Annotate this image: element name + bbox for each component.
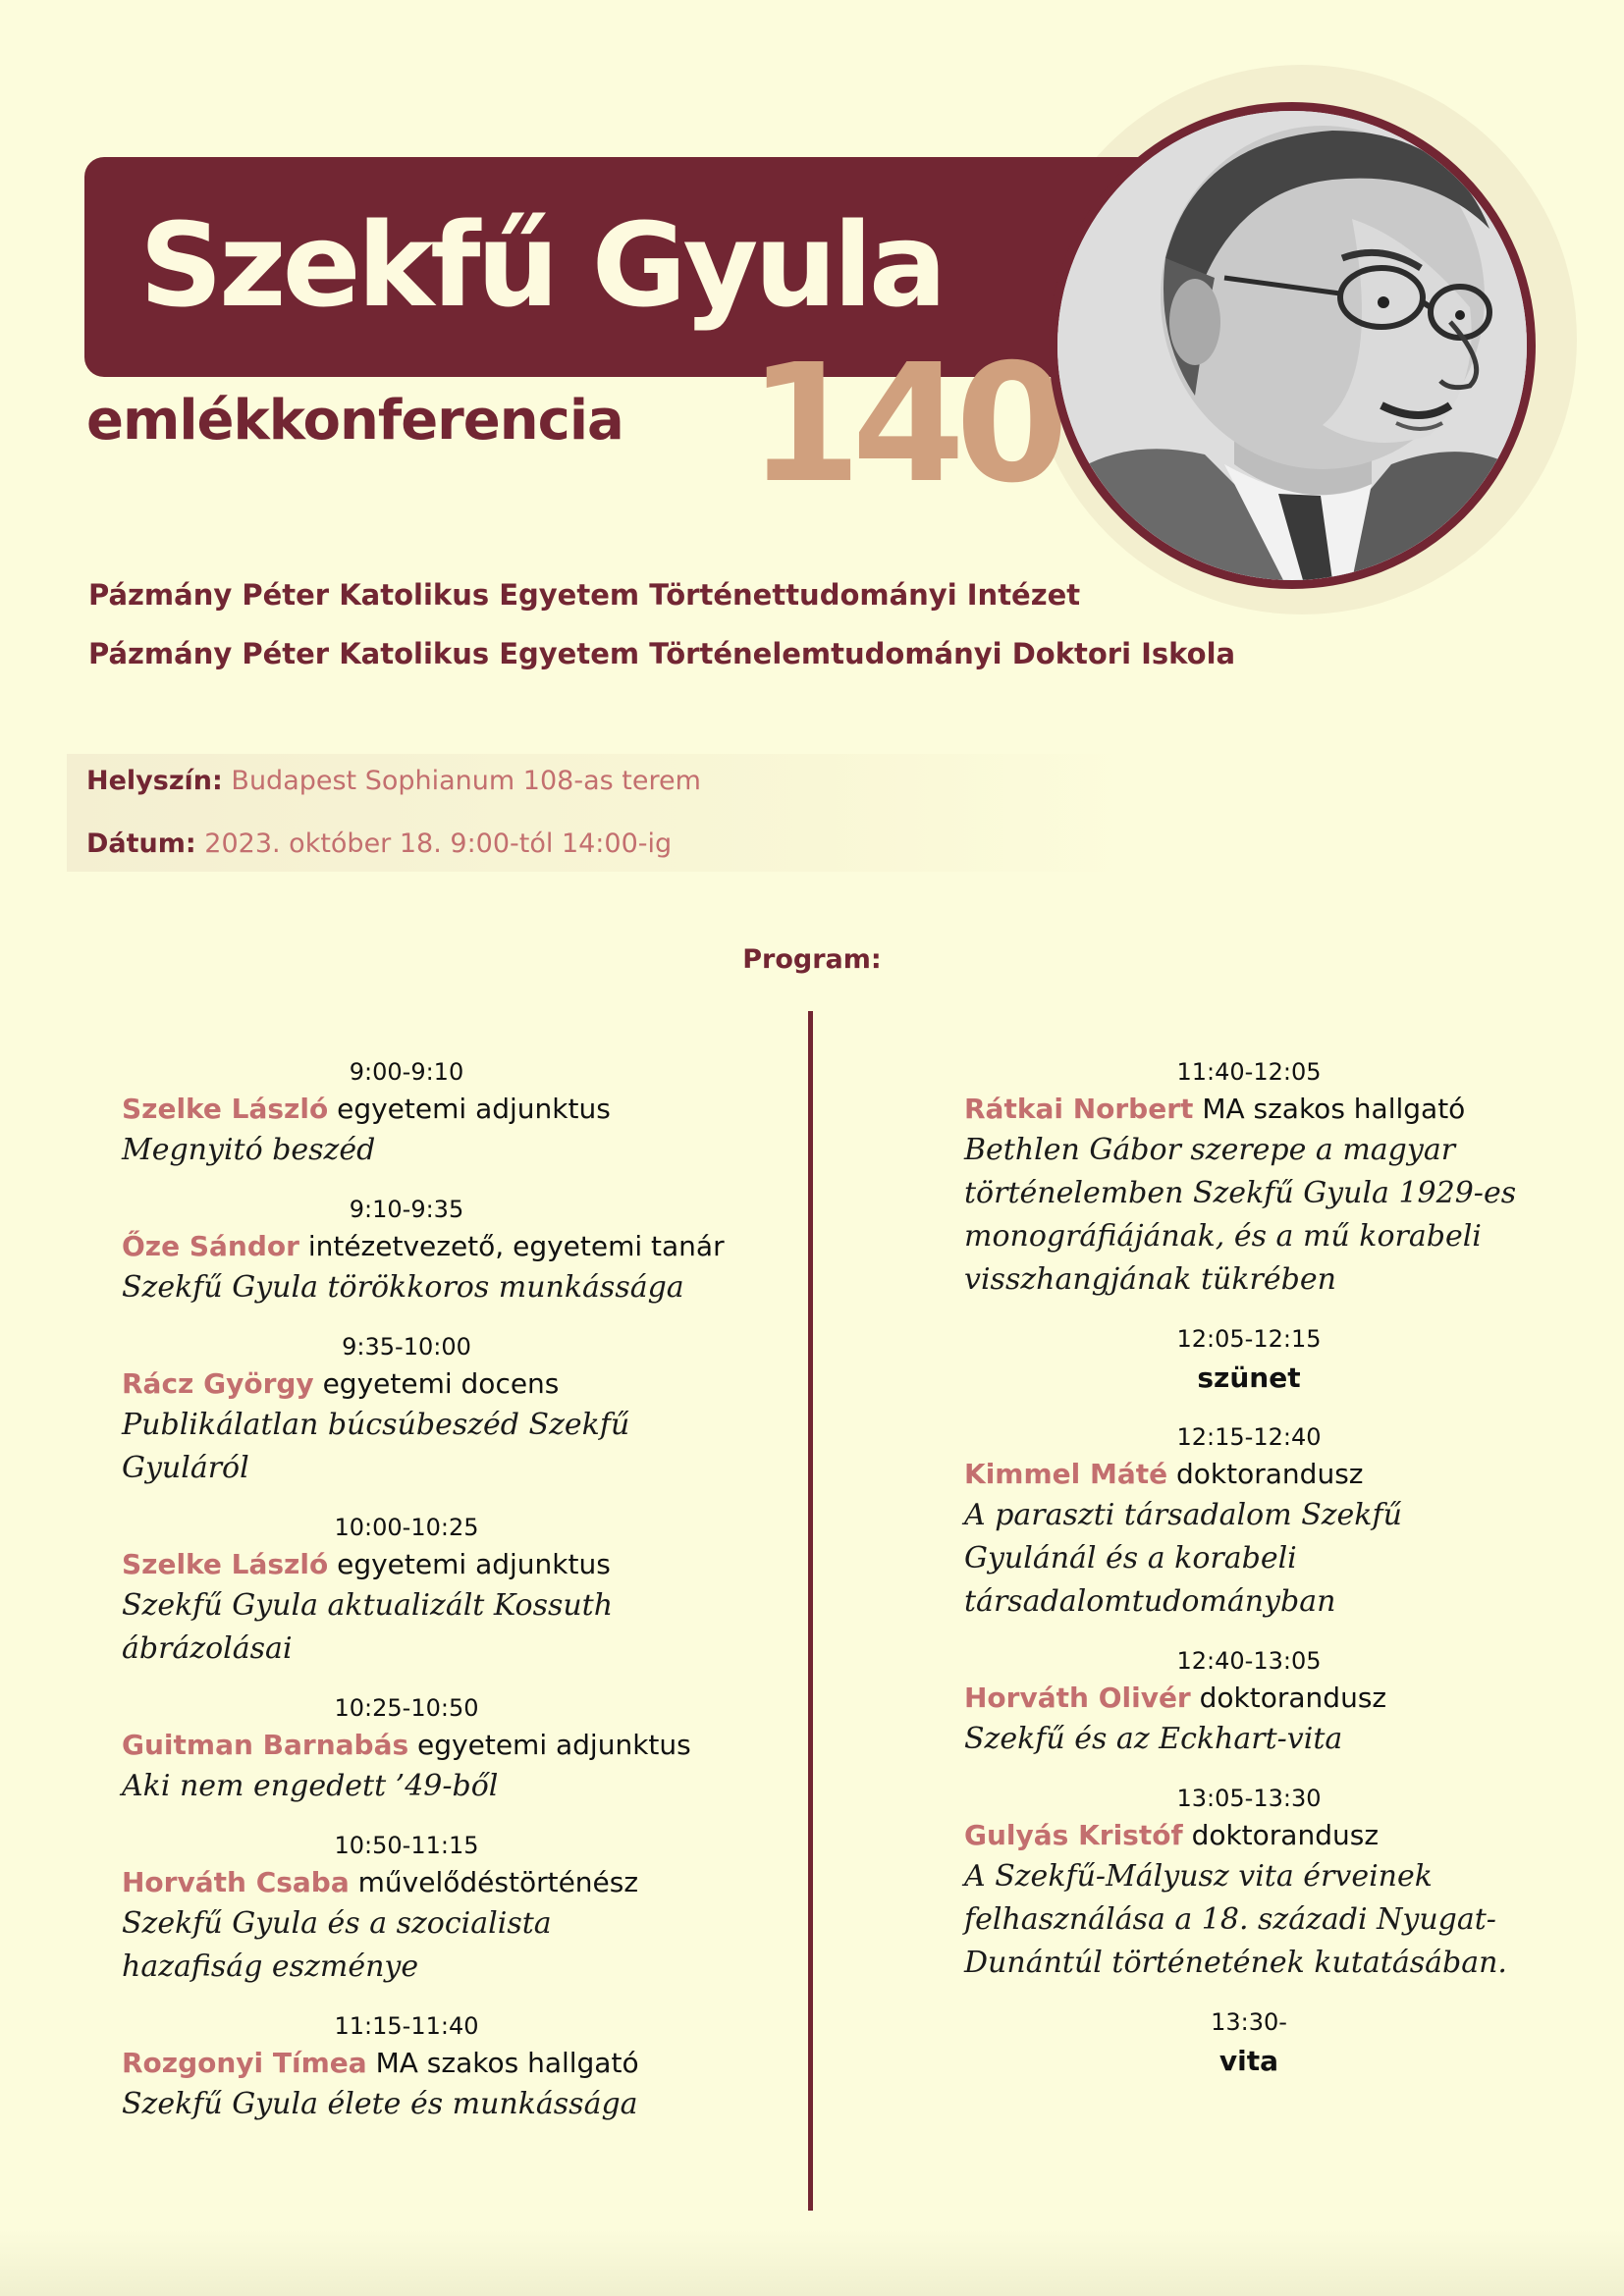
anniversary-number: 140 xyxy=(748,330,1059,519)
slot-time: 9:35-10:00 xyxy=(342,1333,471,1361)
slot-speaker xyxy=(122,1090,691,1129)
speaker-role: doktorandusz xyxy=(1199,1682,1387,1714)
talk-title: Megnyitó beszéd xyxy=(122,1133,376,1167)
speaker-name: Szelke László xyxy=(122,1093,329,1125)
page-title: Szekfű Gyula xyxy=(139,197,944,333)
location-value: Budapest Sophianum 108-as terem xyxy=(231,766,701,796)
speaker-name: Horváth Csaba xyxy=(122,1866,350,1898)
break-label: vita xyxy=(1218,2045,1279,2077)
location-label: Helyszín: xyxy=(86,766,223,796)
program-slot xyxy=(122,1054,691,1172)
speaker-role: egyetemi adjunktus xyxy=(337,1548,611,1580)
talk-title: Bethlen Gábor szerepe a magyar történelemben Szekfű Gyula 1929-es monográfiájának, és a mű korabeli visszhangjának tükrében xyxy=(964,1133,1517,1297)
slot-speaker xyxy=(964,1455,1534,1494)
date-value: 2023. október 18. 9:00-tól 14:00-ig xyxy=(204,828,673,859)
speaker-role: egyetemi adjunktus xyxy=(337,1093,611,1125)
speaker-role: doktorandusz xyxy=(1176,1458,1364,1490)
date-label: Dátum: xyxy=(86,828,196,859)
slot-time: 12:05-12:15 xyxy=(1176,1325,1322,1353)
program-break xyxy=(964,2004,1534,2083)
column-divider xyxy=(808,1011,813,2211)
slot-time: 10:00-10:25 xyxy=(334,1514,479,1541)
speaker-role: egyetemi adjunktus xyxy=(417,1729,691,1761)
slot-speaker xyxy=(122,1863,691,1902)
speaker-name: Guitman Barnabás xyxy=(122,1729,409,1761)
date-line xyxy=(86,827,672,862)
talk-title: Szekfű és az Eckhart-vita xyxy=(964,1722,1343,1756)
slot-speaker xyxy=(964,1090,1534,1129)
speaker-role: művelődéstörténész xyxy=(357,1866,639,1898)
talk-title: Szekfű Gyula törökkoros munkássága xyxy=(122,1270,684,1305)
speaker-name: Rácz György xyxy=(122,1367,314,1400)
slot-speaker xyxy=(122,1545,691,1584)
speaker-role: egyetemi docens xyxy=(322,1367,560,1400)
slot-speaker xyxy=(964,1679,1534,1718)
program-break xyxy=(964,1321,1534,1400)
program-slot xyxy=(122,2008,691,2126)
program-slot xyxy=(964,1419,1534,1624)
speaker-role: MA szakos hallgató xyxy=(1202,1093,1466,1125)
talk-title: A paraszti társadalom Szekfű Gyulánál és a korabeli társadalomtudományban xyxy=(964,1498,1402,1619)
slot-speaker xyxy=(122,1364,691,1404)
program-slot xyxy=(122,1510,691,1671)
program-heading: Program: xyxy=(742,944,882,975)
speaker-role: intézetvezető, egyetemi tanár xyxy=(307,1230,725,1262)
slot-time: 11:15-11:40 xyxy=(334,2012,479,2040)
talk-title: Szekfű Gyula aktualizált Kossuth ábrázolásai xyxy=(122,1588,614,1666)
program-slot xyxy=(964,1054,1534,1302)
slot-time: 12:15-12:40 xyxy=(1176,1423,1322,1451)
speaker-name: Rátkai Norbert xyxy=(964,1093,1194,1125)
speaker-name: Őze Sándor xyxy=(122,1230,299,1262)
slot-time: 10:50-11:15 xyxy=(334,1832,479,1859)
talk-title: Aki nem engedett ’49-ből xyxy=(122,1769,499,1803)
speaker-role: doktorandusz xyxy=(1191,1819,1380,1851)
page-subtitle: emlékkonferencia xyxy=(86,389,623,453)
institution-1: Pázmány Péter Katolikus Egyetem Történettudományi Intézet xyxy=(88,578,1081,612)
slot-speaker xyxy=(122,2044,691,2083)
program-slot xyxy=(122,1690,691,1808)
slot-speaker xyxy=(122,1227,725,1266)
slot-speaker xyxy=(122,1726,691,1765)
slot-time: 13:05-13:30 xyxy=(1176,1785,1322,1812)
talk-title: A Szekfű-Mályusz vita érveinek felhasználása a 18. századi Nyugat-Dunántúl történetének kutatásában. xyxy=(964,1859,1507,1980)
program-slot xyxy=(122,1828,691,1989)
speaker-name: Horváth Olivér xyxy=(964,1682,1191,1714)
break-label: szünet xyxy=(1197,1362,1301,1394)
slot-time: 10:25-10:50 xyxy=(334,1694,479,1722)
program-slot xyxy=(964,1781,1534,1985)
talk-title: Szekfű Gyula élete és munkássága xyxy=(122,2087,638,2121)
slot-time: 11:40-12:05 xyxy=(1176,1058,1322,1086)
speaker-name: Rozgonyi Tímea xyxy=(122,2047,367,2079)
program-left-column xyxy=(122,1054,725,2146)
slot-speaker xyxy=(964,1816,1534,1855)
program-slot xyxy=(964,1643,1534,1761)
speaker-name: Szelke László xyxy=(122,1548,329,1580)
slot-time: 13:30- xyxy=(1211,2008,1287,2036)
slot-time: 9:00-9:10 xyxy=(349,1058,464,1086)
footer-band xyxy=(0,2228,1624,2296)
portrait-image xyxy=(1049,102,1536,589)
talk-title: Publikálatlan búcsúbeszéd Szekfű Gyuláról xyxy=(122,1408,630,1485)
speaker-name: Gulyás Kristóf xyxy=(964,1819,1183,1851)
location-line xyxy=(86,764,701,799)
institution-2: Pázmány Péter Katolikus Egyetem Történelemtudományi Doktori Iskola xyxy=(88,637,1236,670)
program-slot xyxy=(122,1329,691,1490)
slot-time: 12:40-13:05 xyxy=(1176,1647,1322,1675)
talk-title: Szekfű Gyula és a szocialista hazafiság eszménye xyxy=(122,1906,552,1984)
speaker-name: Kimmel Máté xyxy=(964,1458,1168,1490)
program-right-column xyxy=(964,1054,1534,2103)
speaker-role: MA szakos hallgató xyxy=(375,2047,639,2079)
slot-time: 9:10-9:35 xyxy=(349,1196,464,1223)
program-slot xyxy=(122,1192,725,1309)
